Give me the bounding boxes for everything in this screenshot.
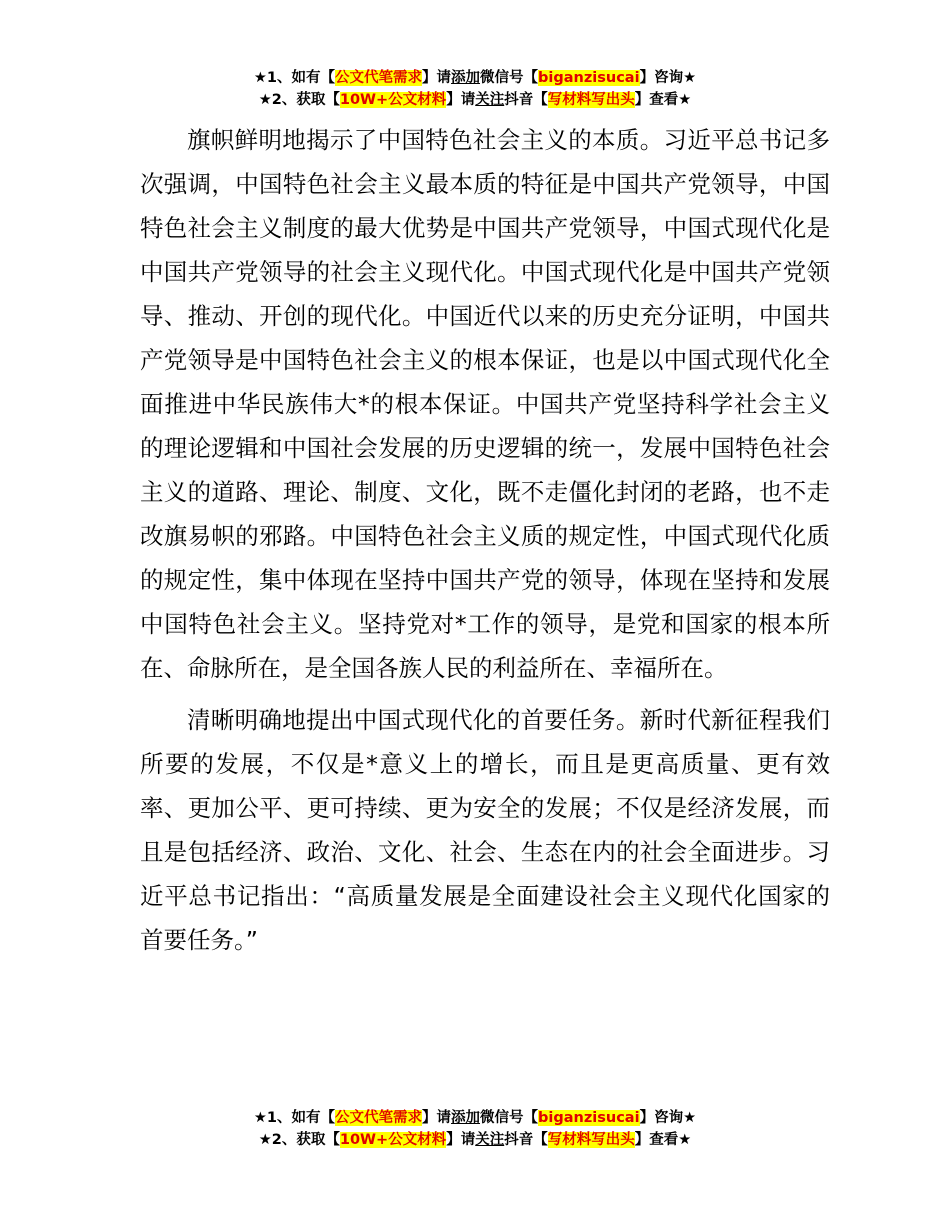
banner-highlight: biganzisucai [538, 70, 640, 86]
banner-line-2 [0, 89, 950, 111]
banner-underline: 关注 [475, 1132, 505, 1148]
banner-highlight: 公文代笔需求 [335, 70, 423, 86]
banner-text: 】咨询★ [639, 1110, 697, 1126]
banner-text: ★1、如有【 [253, 1110, 336, 1126]
banner-underline: 关注 [475, 92, 505, 108]
banner-text: 】查看★ [634, 1132, 692, 1148]
banner-highlight: 10W+公文材料 [339, 1132, 447, 1148]
banner-underline: 添加 [451, 1110, 481, 1126]
banner-line-1 [0, 1107, 950, 1129]
banner-text: ★1、如有【 [253, 70, 336, 86]
banner-text: 】查看★ [634, 92, 692, 108]
document-body [140, 118, 830, 962]
banner-text: 】请 [422, 70, 452, 86]
footer-banner [0, 1107, 950, 1151]
body-paragraph: 旗帜鲜明地揭示了中国特色社会主义的本质。习近平总书记多次强调，中国特色社会主义最本质的特征是中国共产党领导，中国特色社会主义制度的最大优势是中国共产党领导，中国式现代化是中国共产党领导的社会主义现代化。中国式现代化是中国共产党领导、推动、开创的现代化。中国近代以来的历史充分证明，中国共产党领导是中国特色社会主义的根本保证，也是以中国式现代化全面推进中华民族伟大*的根本保证。中国共产党坚持科学社会主义的理论逻辑和中国社会发展的历史逻辑的统一，发展中国特色社会主义的道路、理论、制度、文化，既不走僵化封闭的老路，也不走改旗易帜的邪路。中国特色社会主义质的规定性，中国式现代化质的规定性，集中体现在坚持中国共产党的领导，体现在坚持和发展中国特色社会主义。坚持党对*工作的领导，是党和国家的根本所在、命脉所在，是全国各族人民的利益所在、幸福所在。 [140, 126, 830, 682]
banner-highlight: biganzisucai [538, 1110, 640, 1126]
banner-highlight: 公文代笔需求 [335, 1110, 423, 1126]
banner-text: ★2、获取【 [258, 92, 340, 108]
banner-line-2 [0, 1129, 950, 1151]
banner-text: 】请 [446, 1132, 476, 1148]
header-banner [0, 67, 950, 111]
banner-highlight: 写材料写出头 [547, 1132, 635, 1148]
banner-line-1 [0, 67, 950, 89]
banner-text: 】请 [422, 1110, 452, 1126]
banner-highlight: 写材料写出头 [547, 92, 635, 108]
banner-text: 微信号【 [480, 70, 539, 86]
body-paragraph: 清晰明确地提出中国式现代化的首要任务。新时代新征程我们所要的发展，不仅是*意义上的增长，而且是更高质量、更有效率、更加公平、更可持续、更为安全的发展；不仅是经济发展，而且是包括经济、政治、文化、社会、生态在内的社会全面进步。习近平总书记指出：“高质量发展是全面建设社会主义现代化国家的首要任务。” [140, 706, 830, 954]
banner-text: 微信号【 [480, 1110, 539, 1126]
banner-text: 抖音【 [504, 1132, 548, 1148]
banner-text: 抖音【 [504, 92, 548, 108]
banner-text: ★2、获取【 [258, 1132, 340, 1148]
banner-text: 】请 [446, 92, 476, 108]
banner-highlight: 10W+公文材料 [339, 92, 447, 108]
banner-text: 】咨询★ [639, 70, 697, 86]
banner-underline: 添加 [451, 70, 481, 86]
